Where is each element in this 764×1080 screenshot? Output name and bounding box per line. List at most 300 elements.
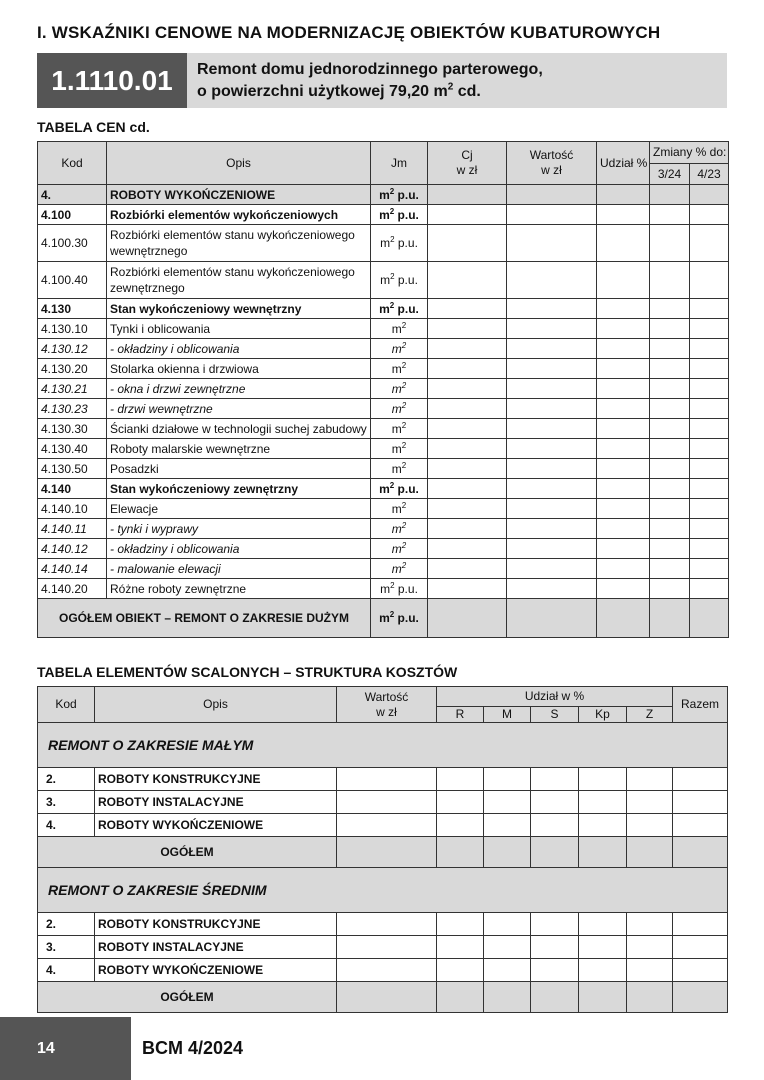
jm-suffix: p.u. [394, 611, 419, 625]
cell-value [673, 837, 728, 868]
cell-udzial [597, 399, 650, 419]
header-zmiany-2: 4/23 [690, 164, 729, 185]
jm-sup: 2 [401, 500, 407, 510]
cell-opis: Posadzki [107, 459, 371, 479]
scal-header-m: M [484, 707, 531, 723]
cell-zmiana-2 [690, 579, 729, 599]
cell-zmiana-2 [690, 479, 729, 499]
cell-value [484, 936, 531, 959]
jm-unit: m [391, 561, 402, 576]
cell-value [531, 837, 579, 868]
cell-jm [371, 439, 428, 459]
cell-jm [371, 319, 428, 339]
cell-zmiana-1 [650, 299, 690, 319]
cell-kod: 4. [38, 959, 95, 982]
scal-header-wartosc-2: w zł [376, 704, 397, 719]
cell-cj [428, 499, 507, 519]
cell-opis: Stan wykończeniowy zewnętrzny [107, 479, 371, 499]
total-cj [428, 599, 507, 638]
cell-kod: 4.130.20 [38, 359, 107, 379]
header-udzial: Udział % [597, 142, 650, 185]
cell-value [579, 768, 627, 791]
header-wartosc [507, 142, 597, 185]
cell-jm [371, 579, 428, 599]
tabela-scalonych [37, 686, 728, 1013]
cell-value [437, 837, 484, 868]
scal-header-kod: Kod [38, 687, 95, 723]
cell-kod: 4.130 [38, 299, 107, 319]
header-jm: Jm [371, 142, 428, 185]
jm-unit: m [379, 611, 390, 625]
cell-wartosc [507, 225, 597, 262]
cell-value [627, 791, 673, 814]
jm-sup: 2 [401, 540, 407, 550]
group-total-row [38, 982, 728, 1013]
tabela-cen [37, 141, 729, 638]
cell-kod: 4.130.12 [38, 339, 107, 359]
cell-value [484, 837, 531, 868]
table-row [38, 419, 729, 439]
cell-zmiana-1 [650, 579, 690, 599]
cell-jm [371, 399, 428, 419]
cell-wartosc [507, 205, 597, 225]
cell-value [484, 768, 531, 791]
cell-opis: Rozbiórki elementów stanu wykończeniowego wewnętrznego [107, 225, 371, 262]
table-row [38, 959, 728, 982]
object-code: 1.1110.01 [37, 53, 187, 108]
cell-value [627, 913, 673, 936]
table-row [38, 299, 729, 319]
cell-kod: 3. [38, 936, 95, 959]
cell-zmiana-2 [690, 459, 729, 479]
cell-udzial [597, 579, 650, 599]
cell-value [673, 959, 728, 982]
cell-udzial [597, 479, 650, 499]
jm-sup: 2 [401, 440, 407, 450]
cell-value [484, 814, 531, 837]
cell-value [579, 982, 627, 1013]
jm-unit: m [380, 581, 391, 596]
cell-opis: Elewacje [107, 499, 371, 519]
cell-opis: ROBOTY WYKOŃCZENIOWE [95, 814, 337, 837]
cell-zmiana-1 [650, 359, 690, 379]
header-zmiany-1: 3/24 [650, 164, 690, 185]
cell-wartosc [507, 459, 597, 479]
cell-kod: 4.130.21 [38, 379, 107, 399]
header-cj-2: w zł [456, 163, 478, 177]
cell-jm [371, 205, 428, 225]
cell-udzial [597, 419, 650, 439]
cell-zmiana-1 [650, 439, 690, 459]
cell-opis: Rozbiórki elementów wykończeniowych [107, 205, 371, 225]
cell-zmiana-2 [690, 359, 729, 379]
object-description [187, 53, 727, 108]
cell-udzial [597, 499, 650, 519]
cell-jm [371, 539, 428, 559]
jm-sup: 2 [401, 340, 407, 350]
cell-opis: ROBOTY KONSTRUKCYJNE [95, 913, 337, 936]
cell-cj [428, 459, 507, 479]
scal-header-udzial: Udział w % [437, 687, 673, 707]
cell-opis: ROBOTY KONSTRUKCYJNE [95, 768, 337, 791]
group-header-row [38, 868, 728, 913]
cell-opis: Roboty malarskie wewnętrzne [107, 439, 371, 459]
scal-header-kp: Kp [579, 707, 627, 723]
cell-jm [371, 339, 428, 359]
jm-unit: m [380, 236, 391, 250]
jm-unit: m [391, 401, 402, 416]
cell-zmiana-2 [690, 559, 729, 579]
jm-unit: m [391, 321, 402, 336]
table-row [38, 539, 729, 559]
cell-zmiana-2 [690, 399, 729, 419]
cell-kod: 4. [38, 185, 107, 205]
jm-sup: 2 [390, 272, 395, 281]
cell-value [437, 913, 484, 936]
cell-zmiana-1 [650, 379, 690, 399]
cell-jm [371, 225, 428, 262]
table-row [38, 579, 729, 599]
cell-zmiana-2 [690, 262, 729, 299]
cell-value [579, 837, 627, 868]
table-row [38, 459, 729, 479]
cell-value [627, 837, 673, 868]
header-cj-1: Cj [461, 148, 473, 162]
cell-value [579, 913, 627, 936]
jm-suffix: p.u. [394, 301, 419, 316]
cell-opis: - malowanie elewacji [107, 559, 371, 579]
jm-sup: 2 [401, 360, 407, 370]
cell-value [337, 768, 437, 791]
cell-wartosc [507, 579, 597, 599]
cell-jm [371, 262, 428, 299]
cell-wartosc [507, 379, 597, 399]
cell-kod: 4. [38, 814, 95, 837]
cell-zmiana-2 [690, 225, 729, 262]
table-row [38, 791, 728, 814]
cell-value [337, 791, 437, 814]
cell-kod: 4.140.20 [38, 579, 107, 599]
scal-header-z: Z [627, 707, 673, 723]
cell-value [337, 959, 437, 982]
cell-opis: ROBOTY INSTALACYJNE [95, 791, 337, 814]
table-row [38, 225, 729, 262]
cell-zmiana-2 [690, 299, 729, 319]
jm-sup: 2 [390, 580, 395, 590]
cell-kod: 2. [38, 768, 95, 791]
header-wartosc-1: Wartość [529, 148, 574, 162]
scal-header-opis: Opis [95, 687, 337, 723]
cell-jm [371, 379, 428, 399]
cell-value [437, 982, 484, 1013]
jm-unit: m [391, 521, 402, 536]
cell-kod: 2. [38, 913, 95, 936]
table-row [38, 399, 729, 419]
cell-zmiana-2 [690, 205, 729, 225]
total-wartosc [507, 599, 597, 638]
cell-value [531, 982, 579, 1013]
header-wartosc-2: w zł [541, 163, 562, 177]
cell-zmiana-1 [650, 559, 690, 579]
line2-sup: 2 [447, 81, 454, 93]
cell-wartosc [507, 419, 597, 439]
jm-unit: m [391, 501, 402, 516]
cell-cj [428, 439, 507, 459]
total-jm [371, 599, 428, 638]
cell-wartosc [507, 479, 597, 499]
cell-cj [428, 419, 507, 439]
jm-sup: 2 [389, 480, 395, 490]
jm-sup: 2 [389, 300, 395, 310]
cell-zmiana-1 [650, 459, 690, 479]
cell-opis: ROBOTY INSTALACYJNE [95, 936, 337, 959]
cell-opis: - okładziny i oblicowania [107, 339, 371, 359]
cell-opis: Rozbiórki elementów stanu wykończeniowego zewnętrznego [107, 262, 371, 299]
table-row [38, 814, 728, 837]
cell-cj [428, 339, 507, 359]
cell-jm [371, 359, 428, 379]
cell-value [579, 959, 627, 982]
cell-udzial [597, 262, 650, 299]
cell-cj [428, 319, 507, 339]
cell-cj [428, 379, 507, 399]
table-row [38, 439, 729, 459]
jm-suffix: p.u. [394, 207, 419, 222]
cell-wartosc [507, 359, 597, 379]
object-description-line2 [197, 81, 727, 103]
cell-opis: Stolarka okienna i drzwiowa [107, 359, 371, 379]
cell-value [337, 982, 437, 1013]
jm-sup: 2 [401, 400, 407, 410]
cell-zmiana-1 [650, 519, 690, 539]
cell-value [627, 936, 673, 959]
cell-kod: 4.130.40 [38, 439, 107, 459]
total-zmiana-1 [650, 599, 690, 638]
line2-suffix: cd. [453, 83, 481, 100]
cell-wartosc [507, 499, 597, 519]
scal-header-r: R [437, 707, 484, 723]
cell-zmiana-1 [650, 419, 690, 439]
cell-udzial [597, 519, 650, 539]
total-label: OGÓŁEM OBIEKT – REMONT O ZAKRESIE DUŻYM [38, 599, 371, 638]
cell-wartosc [507, 399, 597, 419]
jm-unit: m [391, 381, 402, 396]
cell-kod: 4.100.40 [38, 262, 107, 299]
cell-value [627, 982, 673, 1013]
cell-value [337, 913, 437, 936]
jm-sup: 2 [389, 610, 395, 619]
cell-value [437, 791, 484, 814]
cell-value [437, 936, 484, 959]
cell-zmiana-1 [650, 479, 690, 499]
cell-udzial [597, 185, 650, 205]
jm-unit: m [391, 441, 402, 456]
cell-kod: 4.130.23 [38, 399, 107, 419]
object-description-line1: Remont domu jednorodzinnego parterowego, [197, 61, 543, 78]
cell-zmiana-2 [690, 499, 729, 519]
cell-opis: Różne roboty zewnętrzne [107, 579, 371, 599]
cell-opis: Tynki i oblicowania [107, 319, 371, 339]
scal-header-wartosc [337, 687, 437, 723]
cell-kod: 4.130.50 [38, 459, 107, 479]
cell-zmiana-1 [650, 319, 690, 339]
cell-value [484, 982, 531, 1013]
cell-opis: - drzwi wewnętrzne [107, 399, 371, 419]
cell-value [579, 936, 627, 959]
cell-jm [371, 559, 428, 579]
cell-opis: Stan wykończeniowy wewnętrzny [107, 299, 371, 319]
total-zmiana-2 [690, 599, 729, 638]
cell-wartosc [507, 519, 597, 539]
table-row [38, 359, 729, 379]
page-number: 14 [0, 1017, 131, 1080]
scal-header-wartosc-1: Wartość [364, 689, 409, 704]
table-row [38, 339, 729, 359]
cell-opis: - okna i drzwi zewnętrzne [107, 379, 371, 399]
jm-sup: 2 [390, 235, 395, 244]
table-row [38, 936, 728, 959]
table-row [38, 185, 729, 205]
table-row [38, 205, 729, 225]
cell-udzial [597, 205, 650, 225]
cell-value [531, 791, 579, 814]
cell-value [673, 913, 728, 936]
table-row [38, 768, 728, 791]
jm-sup: 2 [401, 520, 407, 530]
cell-value [337, 936, 437, 959]
cell-kod: 4.140.11 [38, 519, 107, 539]
cell-zmiana-2 [690, 339, 729, 359]
jm-sup: 2 [401, 460, 407, 470]
cell-cj [428, 399, 507, 419]
jm-sup: 2 [401, 560, 407, 570]
cell-jm [371, 479, 428, 499]
cell-cj [428, 185, 507, 205]
cell-udzial [597, 359, 650, 379]
cell-jm [371, 459, 428, 479]
cell-value [531, 959, 579, 982]
jm-unit: m [391, 341, 402, 356]
total-udzial [597, 599, 650, 638]
cell-zmiana-2 [690, 519, 729, 539]
cell-zmiana-1 [650, 499, 690, 519]
cell-cj [428, 205, 507, 225]
jm-unit: m [379, 481, 390, 496]
group-total-row [38, 837, 728, 868]
cell-jm [371, 419, 428, 439]
cell-value [673, 982, 728, 1013]
cell-wartosc [507, 439, 597, 459]
cell-udzial [597, 225, 650, 262]
jm-unit: m [391, 461, 402, 476]
cell-opis: - okładziny i oblicowania [107, 539, 371, 559]
group-title: REMONT O ZAKRESIE ŚREDNIM [38, 868, 728, 913]
cell-value [673, 814, 728, 837]
cell-zmiana-1 [650, 225, 690, 262]
cell-value [673, 768, 728, 791]
table-row [38, 479, 729, 499]
jm-unit: m [391, 361, 402, 376]
cell-opis: Ścianki działowe w technologii suchej zabudowy [107, 419, 371, 439]
cell-wartosc [507, 539, 597, 559]
cell-zmiana-2 [690, 319, 729, 339]
cell-zmiana-1 [650, 205, 690, 225]
cell-cj [428, 359, 507, 379]
table-row [38, 499, 729, 519]
cell-value [579, 791, 627, 814]
cell-zmiana-1 [650, 539, 690, 559]
cell-opis: - tynki i wyprawy [107, 519, 371, 539]
table-row [38, 379, 729, 399]
header-zmiany: Zmiany % do: [650, 142, 729, 164]
cell-value [627, 768, 673, 791]
tabela-scalonych-caption: TABELA ELEMENTÓW SCALONYCH – STRUKTURA KOSZTÓW [37, 664, 458, 680]
cell-value [337, 837, 437, 868]
jm-unit: m [391, 541, 402, 556]
cell-zmiana-1 [650, 339, 690, 359]
jm-unit: m [379, 187, 390, 202]
cell-cj [428, 579, 507, 599]
cell-zmiana-2 [690, 185, 729, 205]
cell-value [673, 936, 728, 959]
cell-udzial [597, 439, 650, 459]
cell-wartosc [507, 185, 597, 205]
cell-zmiana-2 [690, 379, 729, 399]
cell-jm [371, 519, 428, 539]
jm-unit: m [391, 421, 402, 436]
cell-udzial [597, 299, 650, 319]
cell-udzial [597, 459, 650, 479]
cell-value [627, 959, 673, 982]
jm-unit: m [379, 207, 390, 222]
header-opis: Opis [107, 142, 371, 185]
cell-kod: 4.140 [38, 479, 107, 499]
cell-opis: ROBOTY WYKOŃCZENIOWE [95, 959, 337, 982]
cell-zmiana-2 [690, 419, 729, 439]
jm-sup: 2 [401, 380, 407, 390]
cell-opis: ROBOTY WYKOŃCZENIOWE [107, 185, 371, 205]
header-cj [428, 142, 507, 185]
cell-value [627, 814, 673, 837]
cell-zmiana-1 [650, 185, 690, 205]
cell-value [437, 959, 484, 982]
jm-suffix: p.u. [394, 273, 418, 287]
cell-wartosc [507, 339, 597, 359]
cell-value [437, 768, 484, 791]
cell-kod: 4.140.14 [38, 559, 107, 579]
table-row [38, 262, 729, 299]
cell-wartosc [507, 559, 597, 579]
group-total-label: OGÓŁEM [38, 982, 337, 1013]
table-row [38, 913, 728, 936]
cell-cj [428, 262, 507, 299]
cell-zmiana-1 [650, 399, 690, 419]
cell-value [484, 791, 531, 814]
cell-value [673, 791, 728, 814]
section-title: I. WSKAŹNIKI CENOWE NA MODERNIZACJĘ OBIEKTÓW KUBATUROWYCH [37, 23, 661, 42]
publication-name: BCM 4/2024 [142, 1038, 244, 1058]
jm-sup: 2 [401, 320, 407, 330]
cell-cj [428, 479, 507, 499]
cell-kod: 4.130.10 [38, 319, 107, 339]
cell-cj [428, 225, 507, 262]
cell-value [484, 913, 531, 936]
group-total-label: OGÓŁEM [38, 837, 337, 868]
cell-value [337, 814, 437, 837]
line2-text: o powierzchni użytkowej 79,20 m [197, 83, 448, 100]
cell-kod: 3. [38, 791, 95, 814]
cell-zmiana-2 [690, 539, 729, 559]
